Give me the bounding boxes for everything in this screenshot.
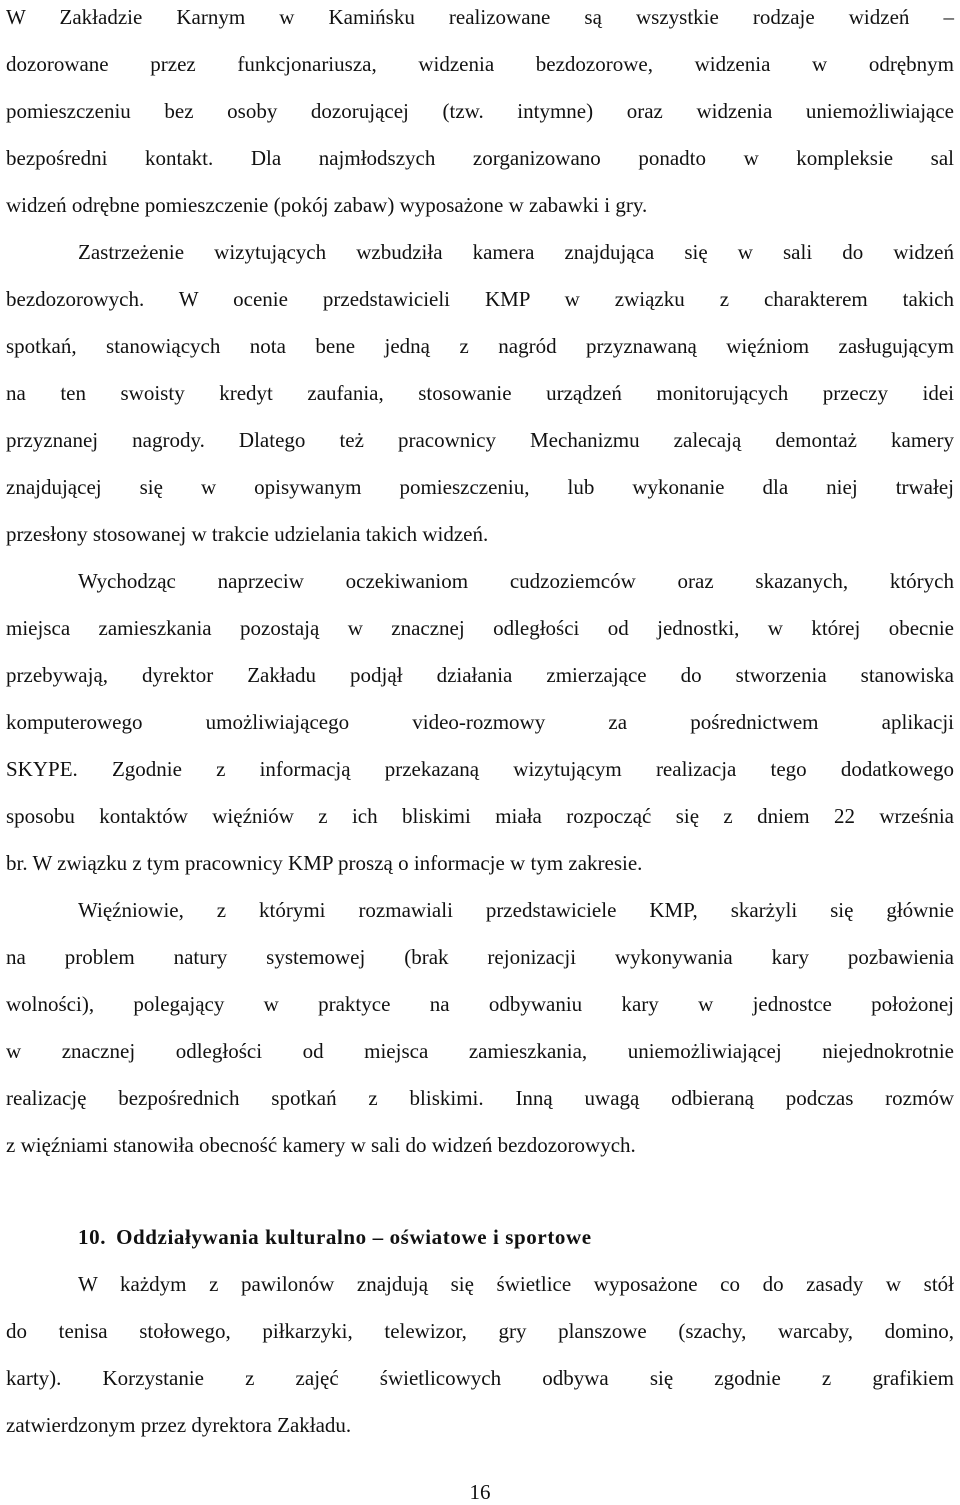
text-line: br. W związku z tym pracownicy KMP proszą o informacje w tym zakresie. [6, 851, 643, 875]
text-line: bezpośredni kontakt. Dla najmłodszych zorganizowano ponadto w kompleksie sal [6, 146, 954, 170]
text-line: komputerowego umożliwiającego video-rozmowy za pośrednictwem aplikacji [6, 710, 954, 734]
text-line: dozorowane przez funkcjonariusza, widzenia bezdozorowe, widzenia w odrębnym [6, 52, 954, 76]
page-number: 16 [469, 1480, 491, 1504]
text-line: Zastrzeżenie wizytujących wzbudziła kamera znajdująca się w sali do widzeń [78, 240, 954, 264]
text-line: na ten swoisty kredyt zaufania, stosowanie urządzeń monitorujących przeczy idei [6, 381, 954, 405]
text-line: W każdym z pawilonów znajdują się świetlice wyposażone co do zasady w stół [78, 1272, 954, 1296]
text-line: wolności), polegający w praktyce na odbywaniu kary w jednostce położonej [6, 992, 954, 1016]
text-line: widzeń odrębne pomieszczenie (pokój zabaw) wyposażone w zabawki i gry. [6, 193, 648, 217]
text-line: w znacznej odległości od miejsca zamieszkania, uniemożliwiającej niejednokrotnie [6, 1039, 954, 1063]
section-number: 10. [78, 1225, 107, 1249]
text-line: do tenisa stołowego, piłkarzyki, telewizor, gry planszowe (szachy, warcaby, domino, [6, 1319, 954, 1343]
text-line: zatwierdzonym przez dyrektora Zakładu. [6, 1413, 352, 1437]
text-line: Wychodząc naprzeciw oczekiwaniom cudzoziemców oraz skazanych, których [78, 569, 954, 593]
text-line: z więźniami stanowiła obecność kamery w sali do widzeń bezdozorowych. [6, 1133, 636, 1157]
text-line: sposobu kontaktów więźniów z ich bliskimi miała rozpocząć się z dniem 22 września [6, 804, 954, 828]
text-line: znajdującej się w opisywanym pomieszczeniu, lub wykonanie dla niej trwałej [6, 475, 954, 499]
text-line: przyznanej nagrody. Dlatego też pracownicy Mechanizmu zalecają demontaż kamery [6, 428, 954, 452]
text-line: SKYPE. Zgodnie z informacją przekazaną wizytującym realizacja tego dodatkowego [6, 757, 954, 781]
text-line: przesłony stosowanej w trakcie udzielania takich widzeń. [6, 522, 489, 546]
text-line: bezdozorowych. W ocenie przedstawicieli KMP w związku z charakterem takich [6, 287, 954, 311]
text-line: przebywają, dyrektor Zakładu podjął działania zmierzające do stworzenia stanowiska [6, 663, 954, 687]
text-line: spotkań, stanowiących nota bene jedną z nagród przyznawaną więźniom zasługującym [6, 334, 954, 358]
text-line: realizację bezpośrednich spotkań z bliskimi. Inną uwagą odbieraną podczas rozmów [6, 1086, 954, 1110]
text-line: pomieszczeniu bez osoby dozorującej (tzw. intymne) oraz widzenia uniemożliwiające [6, 99, 954, 123]
section-heading [78, 1222, 592, 1252]
text-line: Więźniowie, z którymi rozmawiali przedstawiciele KMP, skarżyli się głównie [78, 898, 954, 922]
text-line: karty). Korzystanie z zajęć świetlicowych odbywa się zgodnie z grafikiem [6, 1366, 954, 1390]
section-title: Oddziaływania kulturalno – oświatowe i sportowe [116, 1225, 592, 1249]
text-line: miejsca zamieszkania pozostają w znacznej odległości od jednostki, w której obecnie [6, 616, 954, 640]
text-line: na problem natury systemowej (brak rejonizacji wykonywania kary pozbawienia [6, 945, 954, 969]
text-line: W Zakładzie Karnym w Kamińsku realizowane są wszystkie rodzaje widzeń – [6, 5, 954, 29]
